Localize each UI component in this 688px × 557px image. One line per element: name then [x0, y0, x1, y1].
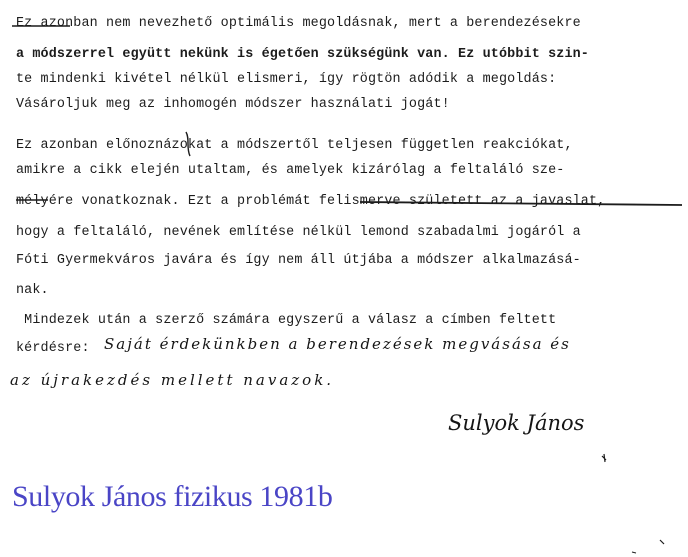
typed-line-5: Ez azonban előnoznázokat a módszertől teljesen független reakciókat, — [16, 138, 573, 153]
typed-line-4: Vásároljuk meg az inhomogén módszer használati jogát! — [16, 97, 450, 112]
handwritten-signature: Sulyok János — [448, 411, 585, 435]
typed-line-9: Fóti Gyermekváros javára és így nem áll útjába a módszer alkalmazásá- — [16, 253, 581, 268]
strike-mark — [360, 202, 682, 205]
typed-line-8: hogy a feltaláló, nevének említése nélkül lemond szabadalmi jogáról a — [16, 225, 581, 240]
ink-speck — [660, 540, 664, 544]
typed-line-11: Mindezek után a szerző számára egyszerű a válasz a címben feltett — [16, 313, 557, 328]
ink-speck — [602, 454, 606, 462]
typed-line-1: Ez azonban nem nevezhető optimális megoldásnak, mert a berendezésekre — [16, 16, 581, 31]
typed-line-12: kérdésre: — [16, 341, 90, 356]
ink-speck — [632, 552, 636, 553]
handwritten-answer-line-1: Saját érdekünkben a berendezések megvásása és — [104, 335, 571, 353]
typed-line-7: mélyére vonatkoznak. Ezt a problémát felismerve született az a javaslat, — [16, 194, 606, 209]
typed-line-6: amikre a cikk elején utaltam, és amelyek kizárólag a feltaláló sze- — [16, 163, 565, 178]
caption-label: Sulyok János fizikus 1981b — [12, 480, 333, 513]
typed-line-10: nak. — [16, 283, 49, 298]
handwritten-answer-line-2: az újrakezdés mellett navazok. — [10, 371, 335, 389]
typed-line-3: te mindenki kivétel nélkül elismeri, így rögtön adódik a megoldás: — [16, 72, 557, 87]
handwritten-correction-mark — [186, 132, 190, 156]
typed-line-2: a módszerrel együtt nekünk is égetően szükségünk van. Ez utóbbit szin- — [16, 47, 589, 62]
